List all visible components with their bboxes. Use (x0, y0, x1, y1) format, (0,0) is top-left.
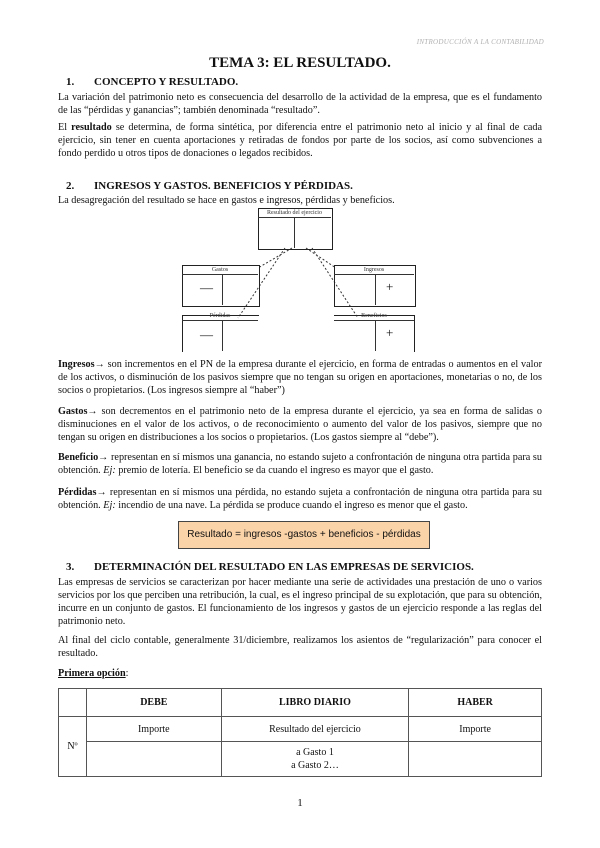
table-row (59, 742, 542, 777)
text: representan en sí mismos una ganancia, no estando sujeto a confrontación de ninguna otra partida para su obtención. (58, 452, 542, 476)
term-beneficio: Beneficio→ (58, 452, 109, 463)
plus-sign: + (386, 279, 394, 294)
s1-paragraph-1: La variación del patrimonio neto es consecuencia del desarrollo de la actividad de la empresa, que es el fundamento de las “pérdidas y ganancias”; también denominada “resultado”. (58, 92, 542, 116)
page-title: TEMA 3: EL RESULTADO. (209, 55, 391, 71)
text: se determina, de forma sintética, por diferencia entre el patrimonio neto al inicio y al final de cada ejercicio, sin tener en cuenta aportaciones y retiradas de fondos por parte de los socios, así como subvenciones a fondo perdido u otros tipos de donaciones o legados recibidos. (58, 122, 542, 159)
section-title: INGRESOS Y GASTOS. BENEFICIOS Y PÉRDIDAS. (94, 180, 353, 192)
text: representan en sí mismos una pérdida, no estando sujeta a confrontación de ninguna otra partida para su obtención. (58, 487, 542, 511)
table-cell (221, 742, 409, 777)
def-gastos (58, 405, 542, 444)
gasto-line: a Gasto 2… (291, 760, 339, 771)
section-3-heading (66, 561, 474, 573)
table-cell: Resultado del ejercicio (221, 717, 409, 742)
gastos-label: Gastos (211, 267, 229, 273)
table-cell (59, 689, 87, 717)
def-ingresos (58, 358, 542, 397)
term-ingresos: Ingresos→ (58, 359, 105, 370)
term-perdidas: Pérdidas→ (58, 487, 107, 498)
t-account-line (375, 274, 376, 305)
beneficios-label: Beneficios (361, 313, 387, 319)
section-number: 1. (66, 76, 75, 88)
t-account-line (375, 320, 376, 351)
minus-sign: — (200, 327, 213, 342)
table-cell: Importe (409, 717, 542, 742)
text: son decrementos en el patrimonio neto de la empresa durante el ejercicio, ya sea en forma de salidas o disminuciones en el valor de los activos, o de reconocimiento o aumento del valor de los pasivos, siempre que no tengan su origen en distribuciones a los socios o propietarios. (Los gastos siempre al “debe”). (58, 406, 542, 443)
entry-number: Nº (59, 717, 87, 777)
section-number: 2. (66, 180, 75, 192)
s3-paragraph-1: Las empresas de servicios se caracterizan por hacer mediante una serie de actividades una prestación de uno o varios servicios por los que perciben una retribución, la cual, es el ingreso principal de su explotación, que para su obtención, incurre en un conjunto de gastos. El funcionamiento de los ingresos y gastos de un ejercicio responde a las reglas del patrimonio neto. (58, 577, 542, 627)
term-resultado: resultado (71, 122, 112, 133)
t-account-line (222, 274, 223, 305)
def-beneficio (58, 451, 542, 477)
section-number: 3. (66, 561, 75, 573)
header-debe: DEBE (86, 689, 221, 717)
table-header-row (59, 689, 542, 717)
journal-table (58, 688, 542, 777)
t-account-line (182, 320, 258, 321)
first-option-label (58, 667, 542, 680)
t-account-line (334, 274, 414, 275)
header-libro-diario: LIBRO DIARIO (221, 689, 409, 717)
section-title: DETERMINACIÓN DEL RESULTADO EN LAS EMPRESAS DE SERVICIOS. (94, 561, 474, 573)
table-cell (86, 742, 221, 777)
plus-sign: + (386, 325, 394, 340)
text: incendio de una nave. La pérdida se produce cuando el ingreso es menor que el gasto. (115, 500, 468, 511)
gasto-line: a Gasto 1 (296, 747, 334, 758)
s3-paragraph-2: Al final del ciclo contable, generalmente 31/diciembre, realizamos los asientos de “regularización” para conocer el resultado. (58, 635, 542, 659)
table-row (59, 717, 542, 742)
example-label: Ej: (103, 500, 116, 511)
term-gastos: Gastos→ (58, 406, 98, 417)
s2-intro: La desagregación del resultado se hace en gastos e ingresos, pérdidas y beneficios. (58, 195, 395, 206)
header-haber: HABER (409, 689, 542, 717)
def-perdidas (58, 486, 542, 512)
perdidas-label: Pérdidas (209, 313, 231, 319)
example-label: Ej: (103, 465, 116, 476)
minus-sign: — (200, 280, 213, 295)
page-number: 1 (297, 797, 303, 809)
ingresos-label: Ingresos (363, 267, 385, 273)
option-title: Primera opción (58, 668, 126, 679)
resultado-label: Resultado del ejercicio (267, 210, 322, 216)
result-formula-box: Resultado = ingresos -gastos + beneficios - pérdidas (178, 521, 430, 549)
text: : (125, 668, 129, 679)
text: son incrementos en el PN de la empresa durante el ejercicio, en forma de entradas o aumentos en el valor de los activos, o disminución de los pasivos siempre que no tengan su origen en aportaciones, monetarias o no, de los socios o propietarios. (Los ingresos siempre al “haber”) (58, 359, 542, 396)
t-account-line (222, 320, 223, 351)
table-cell: Importe (86, 717, 221, 742)
text: premio de lotería. El beneficio se da cuando el ingreso es mayor que el gasto. (115, 465, 434, 476)
running-header: INTRODUCCIÓN A LA CONTABILIDAD (416, 38, 544, 46)
text: El (58, 122, 72, 133)
table-cell (409, 742, 542, 777)
t-account-line (334, 320, 414, 321)
t-account-line (182, 274, 258, 275)
section-title: CONCEPTO Y RESULTADO. (94, 76, 239, 88)
